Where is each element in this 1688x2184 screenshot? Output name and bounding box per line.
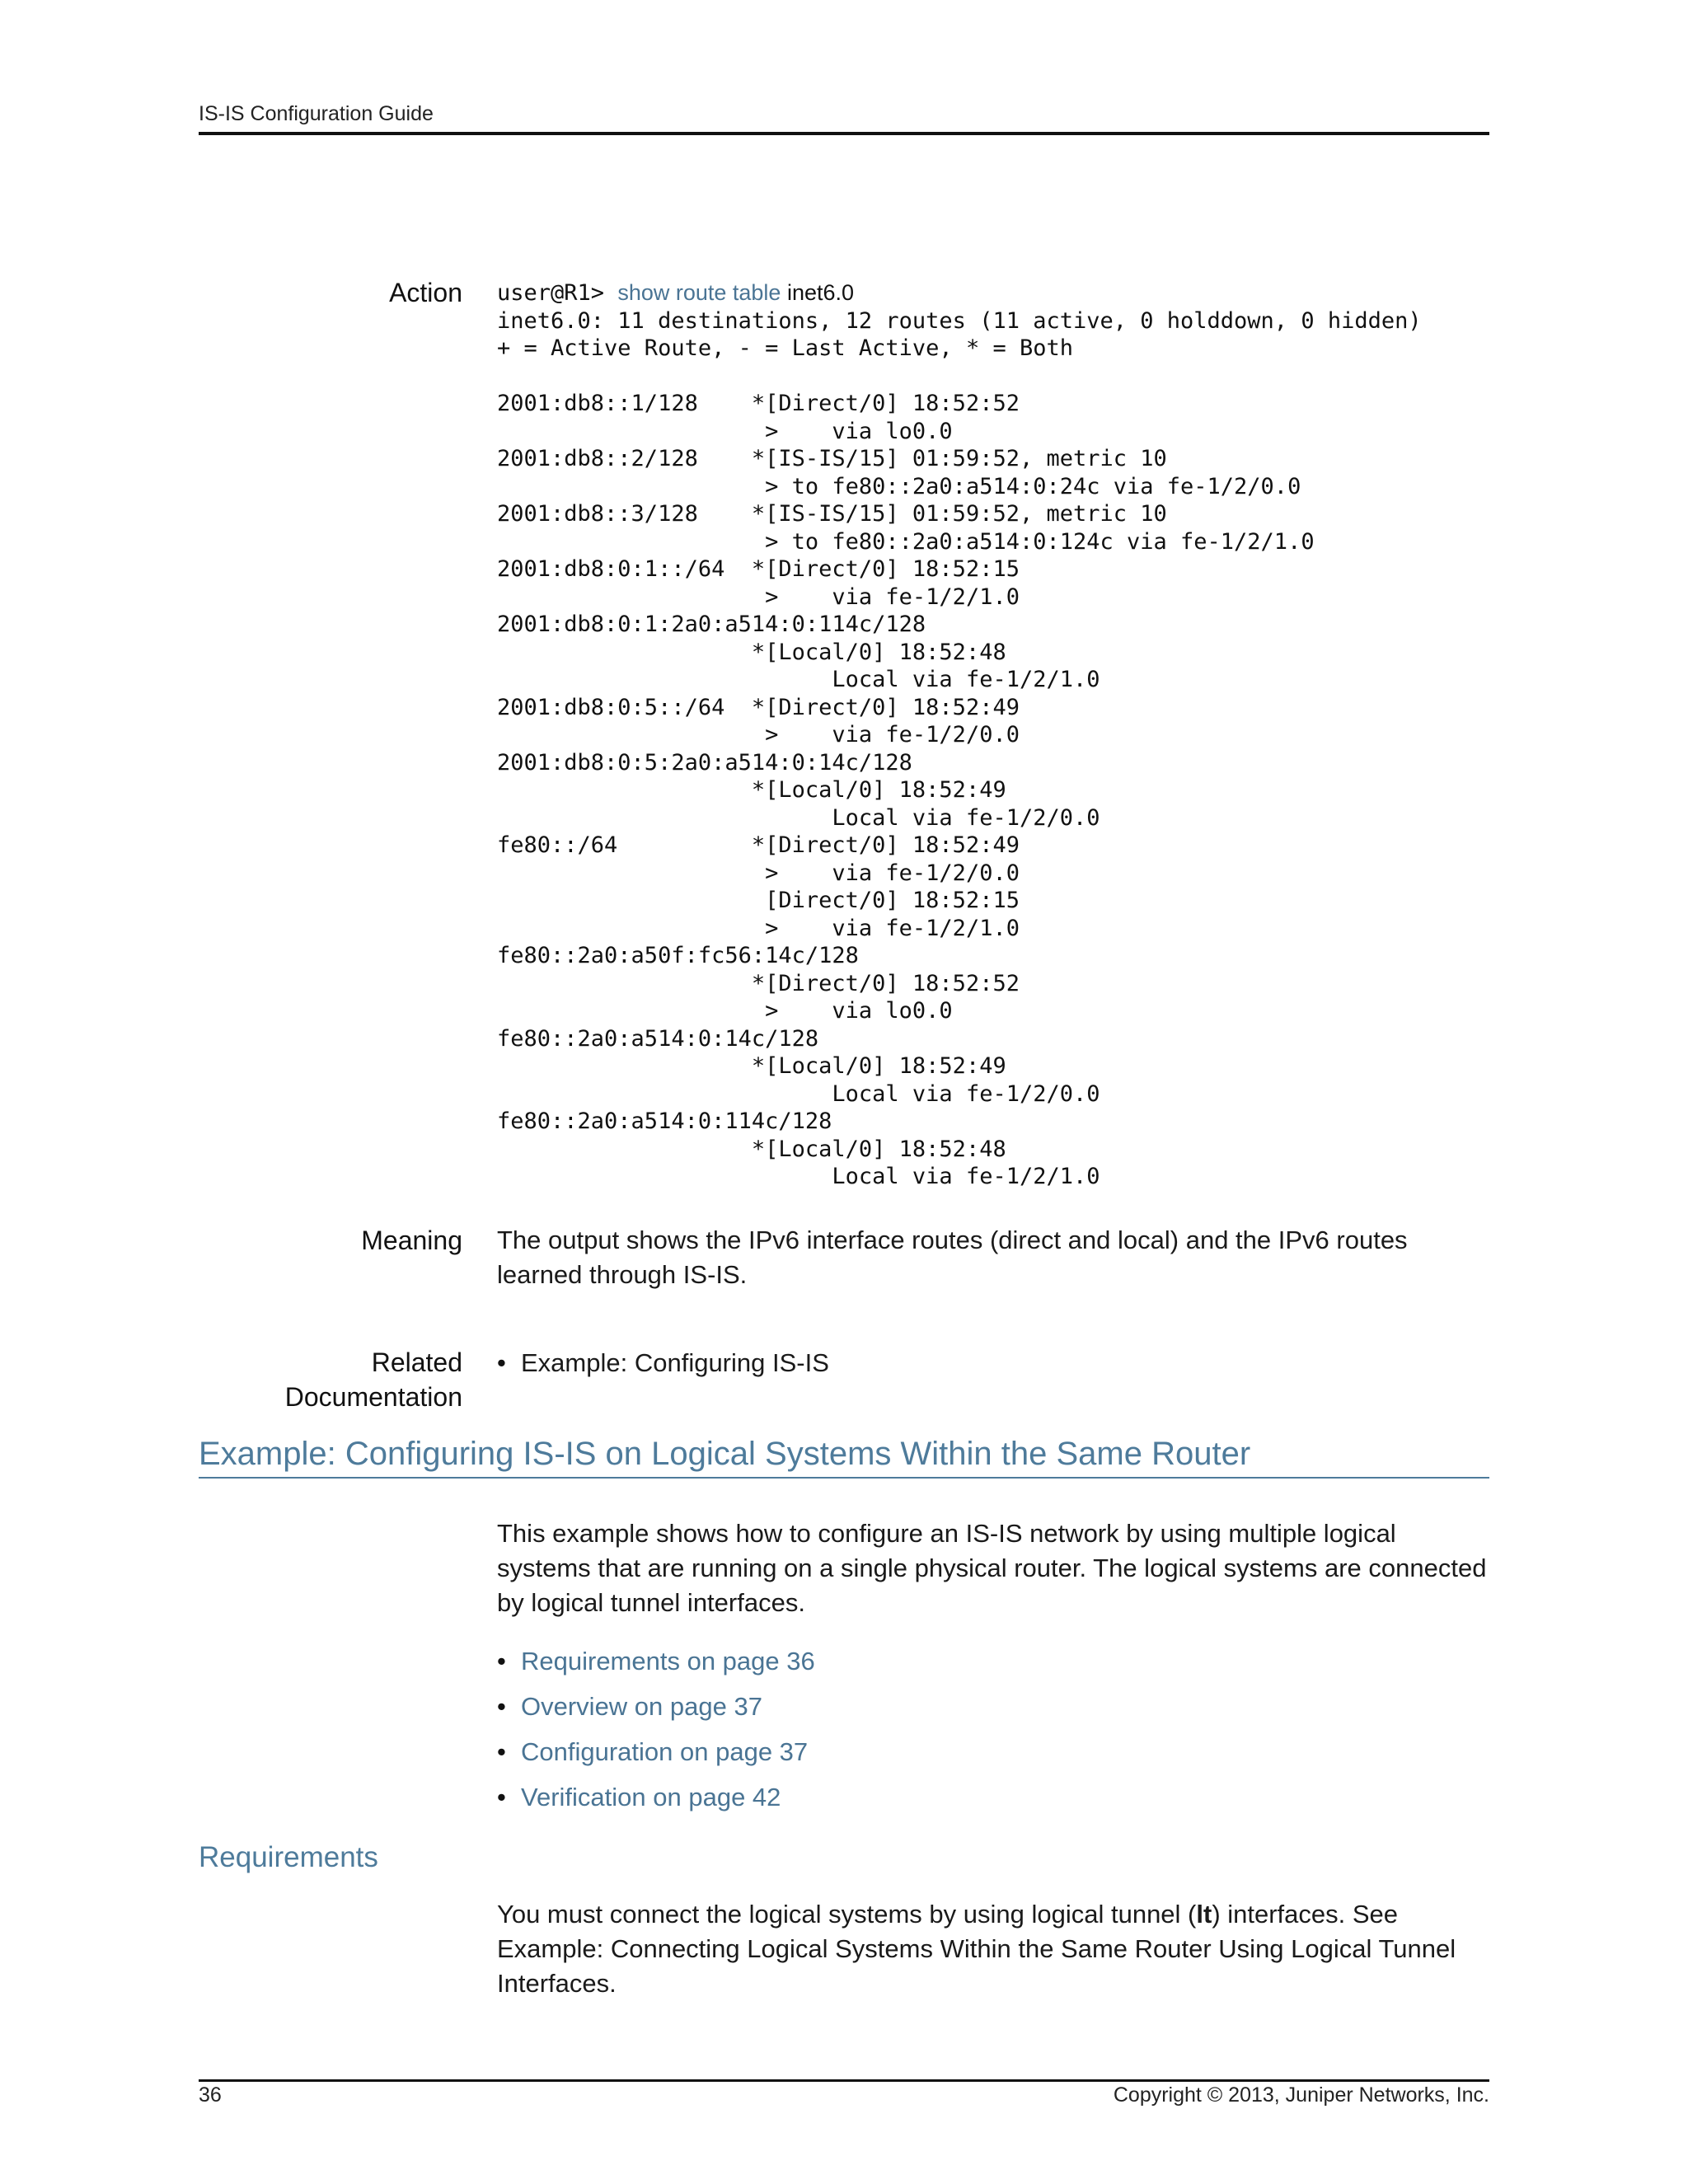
requirements-text xyxy=(497,1897,1489,2001)
copyright: Copyright © 2013, Juniper Networks, Inc. xyxy=(1113,2083,1489,2107)
page-number: 36 xyxy=(199,2083,222,2107)
related-label-line2: Documentation xyxy=(284,1382,462,1412)
list-item xyxy=(497,1340,829,1385)
section-intro: This example shows how to configure an IS-IS network by using multiple logical systems that are running on a single physical router. The logical systems are connected by logical tunnel interfaces. xyxy=(497,1519,1487,1617)
toc-link-overview[interactable]: Overview on page 37 xyxy=(521,1692,762,1721)
toc-link-verification[interactable]: Verification on page 42 xyxy=(521,1783,781,1811)
bullet-icon: • xyxy=(497,1692,506,1721)
related-documentation-label xyxy=(199,1345,462,1414)
route-table-output: inet6.0: 11 destinations, 12 routes (11 active, 0 holddown, 0 hidden) + = Active Route, - = Last Active, * = Both 2001:db8::1/128 *[Direct/0] 18:52:52 > via lo0.0 2001:db8::2/128 *[IS-IS/15] 01:59:52, metric 10 > to fe80::2a0:a514:0:24c via fe-1/2/0.0 2001:db8::3/128 *[IS-IS/15] 01:59:52, metric 10 > to fe80::2a0:a514:0:124c via fe-1/2/1.0 2001:db8:0:1::/64 *[Direct/0] 18:52:15 > via fe-1/2/1.0 2001:db8:0:1:2a0:a514:0:114c/128 *[Local/0] 18:52:48 Local via fe-1/2/1.0 2001:db8:0:5::/64 *[Direct/0] 18:52:49 > via fe-1/2/0.0 2001:db8:0:5:2a0:a514:0:14c/128 *[Local/0] 18:52:49 Local via fe-1/2/0.0 fe80::/64 *[Direct/0] 18:52:49 > via fe-1/2/0.0 [Direct/0] 18:52:15 > via fe-1/2/1.0 fe80::2a0:a50f:fc56:14c/128 *[Direct/0] 18:52:52 > via lo0.0 fe80::2a0:a514:0:14c/128 *[Local/0] 18:52:49 Local via fe-1/2/0.0 fe80::2a0:a514:0:114c/128 *[Local/0] 18:52:48 Local via fe-1/2/1.0 xyxy=(497,307,1422,1189)
command-line xyxy=(497,279,1422,307)
list-item xyxy=(497,1684,815,1729)
list-item xyxy=(497,1729,815,1774)
list-item xyxy=(497,1774,815,1820)
requirements-interface-code: lt xyxy=(1196,1900,1212,1929)
requirements-heading: Requirements xyxy=(199,1841,378,1873)
requirements-text-part2: ) interfaces. See Example: Connecting Logical Systems Within the Same Router Using Logical Tunnel Interfaces. xyxy=(497,1900,1456,1998)
bullet-icon: • xyxy=(497,1783,506,1811)
meaning-text: The output shows the IPv6 interface routes (direct and local) and the IPv6 routes learned through IS-IS. xyxy=(497,1226,1408,1289)
cli-prompt: user@R1> xyxy=(497,280,618,306)
requirements-text-part1: You must connect the logical systems by using logical tunnel ( xyxy=(497,1900,1197,1929)
related-list xyxy=(497,1340,829,1385)
bullet-icon: • xyxy=(497,1348,506,1377)
footer-rule xyxy=(199,2079,1489,2082)
action-label: Action xyxy=(389,278,462,307)
page-header-title: IS-IS Configuration Guide xyxy=(199,102,434,125)
command-argument: inet6.0 xyxy=(781,280,855,305)
section-rule xyxy=(199,1477,1489,1479)
related-item-configuring-isis: Example: Configuring IS-IS xyxy=(521,1348,829,1377)
bullet-icon: • xyxy=(497,1737,506,1766)
section-heading: Example: Configuring IS-IS on Logical Systems Within the Same Router xyxy=(199,1436,1251,1472)
bullet-icon: • xyxy=(497,1647,506,1675)
toc-link-requirements[interactable]: Requirements on page 36 xyxy=(521,1647,815,1675)
list-item xyxy=(497,1638,815,1684)
section-toc-list xyxy=(497,1638,815,1820)
command-output-block xyxy=(497,279,1422,1191)
meaning-label: Meaning xyxy=(361,1226,462,1255)
command-keyword: show route table xyxy=(617,280,781,305)
related-label-line1: Related xyxy=(371,1347,462,1377)
toc-link-configuration[interactable]: Configuration on page 37 xyxy=(521,1737,809,1766)
header-rule xyxy=(199,132,1489,135)
